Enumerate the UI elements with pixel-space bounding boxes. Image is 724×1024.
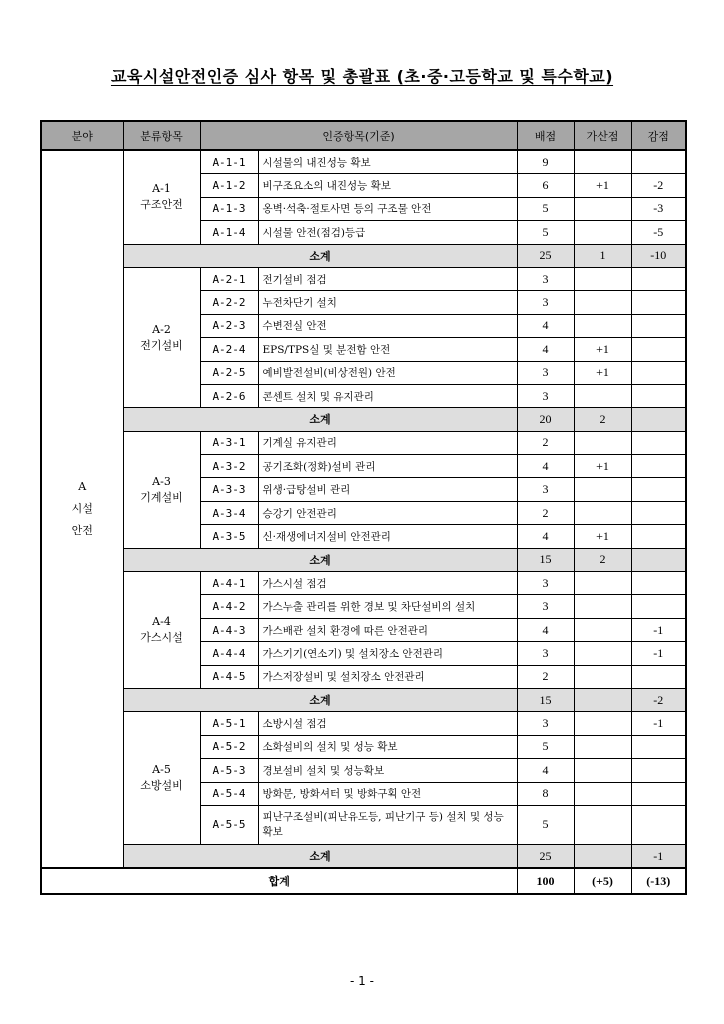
- category-name: 구조안전: [140, 198, 183, 212]
- item-deduction: [631, 665, 686, 688]
- subtotal-bonus: 1: [574, 244, 631, 267]
- total-score: 100: [517, 868, 574, 894]
- item-name: 소화설비의 설치 및 성능 확보: [258, 735, 517, 758]
- header-bonus: 가산점: [574, 121, 631, 150]
- item-score: 3: [517, 572, 574, 595]
- item-code: A-3-4: [200, 501, 258, 524]
- field-name1: 시설: [71, 502, 93, 516]
- subtotal-label: 소계: [123, 844, 517, 868]
- item-code: A-4-2: [200, 595, 258, 618]
- item-score: 3: [517, 267, 574, 290]
- item-deduction: [631, 735, 686, 758]
- item-code: A-2-5: [200, 361, 258, 384]
- item-bonus: +1: [574, 455, 631, 478]
- item-code: A-4-1: [200, 572, 258, 595]
- table-row: [41, 712, 686, 735]
- item-score: 3: [517, 384, 574, 407]
- item-code: A-4-5: [200, 665, 258, 688]
- header-field: 분야: [41, 121, 123, 150]
- item-name: 가스시설 점검: [258, 572, 517, 595]
- page-title: 교육시설안전인증 심사 항목 및 총괄표 (초·중·고등학교 및 특수학교): [110, 67, 614, 86]
- item-name: 기계실 유지관리: [258, 431, 517, 454]
- item-deduction: [631, 150, 686, 174]
- item-bonus: [574, 759, 631, 782]
- header-category: 분류항목: [123, 121, 200, 150]
- item-deduction: [631, 501, 686, 524]
- subtotal-label: 소계: [123, 688, 517, 711]
- item-name: 소방시설 점검: [258, 712, 517, 735]
- item-bonus: [574, 501, 631, 524]
- item-deduction: [631, 384, 686, 407]
- item-deduction: [631, 314, 686, 337]
- category-name: 전기설비: [140, 338, 183, 352]
- item-name: 가스기기(연소기) 및 설치장소 안전관리: [258, 642, 517, 665]
- item-deduction: [631, 572, 686, 595]
- item-bonus: [574, 642, 631, 665]
- subtotal-bonus: [574, 688, 631, 711]
- total-deduction: (-13): [631, 868, 686, 894]
- item-code: A-4-3: [200, 618, 258, 641]
- item-name: 전기설비 점검: [258, 267, 517, 290]
- item-deduction: [631, 478, 686, 501]
- item-bonus: [574, 314, 631, 337]
- subtotal-label: 소계: [123, 408, 517, 431]
- item-code: A-3-2: [200, 455, 258, 478]
- item-bonus: +1: [574, 338, 631, 361]
- category-cell: [123, 150, 200, 244]
- item-name: 옹벽·석축·절토사면 등의 구조물 안전: [258, 197, 517, 220]
- item-code: A-3-5: [200, 525, 258, 548]
- category-code: A-3: [152, 474, 171, 488]
- item-deduction: [631, 525, 686, 548]
- item-bonus: [574, 712, 631, 735]
- item-bonus: [574, 431, 631, 454]
- item-bonus: [574, 805, 631, 844]
- item-deduction: -3: [631, 197, 686, 220]
- subtotal-deduction: -2: [631, 688, 686, 711]
- item-name: 시설물 안전(점검)등급: [258, 221, 517, 244]
- item-score: 4: [517, 455, 574, 478]
- field-code: A: [78, 480, 87, 494]
- table-row: [41, 150, 686, 174]
- item-deduction: [631, 782, 686, 805]
- item-bonus: [574, 618, 631, 641]
- subtotal-row: [41, 844, 686, 868]
- item-name: 방화문, 방화셔터 및 방화구획 안전: [258, 782, 517, 805]
- item-code: A-2-4: [200, 338, 258, 361]
- table-row: [41, 572, 686, 595]
- table-header-row: [41, 121, 686, 150]
- item-name: 가스배관 설치 환경에 따른 안전관리: [258, 618, 517, 641]
- subtotal-deduction: [631, 548, 686, 571]
- item-code: A-5-3: [200, 759, 258, 782]
- item-bonus: +1: [574, 361, 631, 384]
- certification-summary-table: [40, 120, 687, 895]
- item-score: 4: [517, 338, 574, 361]
- item-code: A-2-3: [200, 314, 258, 337]
- item-deduction: -1: [631, 712, 686, 735]
- category-code: A-5: [152, 763, 171, 777]
- subtotal-score: 25: [517, 844, 574, 868]
- item-deduction: [631, 291, 686, 314]
- item-bonus: +1: [574, 525, 631, 548]
- subtotal-label: 소계: [123, 244, 517, 267]
- item-code: A-4-4: [200, 642, 258, 665]
- subtotal-score: 15: [517, 688, 574, 711]
- page-number: - 1 -: [350, 974, 374, 988]
- item-deduction: [631, 431, 686, 454]
- item-score: 4: [517, 759, 574, 782]
- category-code: A-1: [152, 182, 171, 196]
- item-bonus: [574, 291, 631, 314]
- item-name: 예비발전설비(비상전원) 안전: [258, 361, 517, 384]
- item-bonus: +1: [574, 174, 631, 197]
- item-score: 3: [517, 361, 574, 384]
- item-deduction: [631, 267, 686, 290]
- item-score: 5: [517, 197, 574, 220]
- item-name: 위생·급탕설비 관리: [258, 478, 517, 501]
- subtotal-row: [41, 408, 686, 431]
- subtotal-bonus: [574, 844, 631, 868]
- subtotal-label: 소계: [123, 548, 517, 571]
- item-score: 4: [517, 314, 574, 337]
- item-name: 누전차단기 설치: [258, 291, 517, 314]
- item-name: 피난구조설비(피난유도등, 피난기구 등) 설치 및 성능확보: [258, 805, 517, 844]
- item-name: 경보설비 설치 및 성능확보: [258, 759, 517, 782]
- table-row: [41, 431, 686, 454]
- item-score: 3: [517, 478, 574, 501]
- category-code: A-4: [152, 615, 171, 628]
- item-bonus: [574, 572, 631, 595]
- item-score: 4: [517, 525, 574, 548]
- item-bonus: [574, 665, 631, 688]
- item-deduction: [631, 805, 686, 844]
- subtotal-row: [41, 244, 686, 267]
- subtotal-row: [41, 688, 686, 711]
- item-score: 6: [517, 174, 574, 197]
- header-item: 인증항목(기준): [200, 121, 517, 150]
- item-name: 공기조화(정화)설비 관리: [258, 455, 517, 478]
- item-score: 2: [517, 501, 574, 524]
- item-code: A-1-3: [200, 197, 258, 220]
- subtotal-bonus: 2: [574, 548, 631, 571]
- item-code: A-5-2: [200, 735, 258, 758]
- item-bonus: [574, 150, 631, 174]
- item-score: 3: [517, 291, 574, 314]
- item-code: A-1-4: [200, 221, 258, 244]
- subtotal-deduction: -1: [631, 844, 686, 868]
- item-name: 콘센트 설치 및 유지관리: [258, 384, 517, 407]
- item-code: A-2-2: [200, 291, 258, 314]
- subtotal-score: 15: [517, 548, 574, 571]
- item-name: 수변전실 안전: [258, 314, 517, 337]
- subtotal-score: 25: [517, 244, 574, 267]
- item-deduction: -5: [631, 221, 686, 244]
- table-row: [41, 267, 686, 290]
- item-deduction: -2: [631, 174, 686, 197]
- item-score: 5: [517, 735, 574, 758]
- item-name: 가스누출 관리를 위한 경보 및 차단설비의 설치: [258, 595, 517, 618]
- category-code: A-2: [152, 322, 171, 336]
- item-name: 비구조요소의 내진성능 확보: [258, 174, 517, 197]
- item-score: 3: [517, 642, 574, 665]
- total-row: [41, 868, 686, 894]
- item-code: A-5-1: [200, 712, 258, 735]
- item-bonus: [574, 782, 631, 805]
- item-deduction: [631, 455, 686, 478]
- item-deduction: [631, 338, 686, 361]
- subtotal-row: [41, 548, 686, 571]
- category-cell: [123, 572, 200, 689]
- item-score: 5: [517, 805, 574, 844]
- item-name: 승강기 안전관리: [258, 501, 517, 524]
- item-score: 8: [517, 782, 574, 805]
- item-bonus: [574, 478, 631, 501]
- table-body: [41, 150, 686, 894]
- category-name: 기계설비: [140, 490, 183, 504]
- item-name: 시설물의 내진성능 확보: [258, 150, 517, 174]
- item-score: 2: [517, 431, 574, 454]
- item-deduction: [631, 759, 686, 782]
- header-deduction: 감점: [631, 121, 686, 150]
- item-code: A-2-1: [200, 267, 258, 290]
- item-deduction: [631, 361, 686, 384]
- item-bonus: [574, 595, 631, 618]
- subtotal-bonus: 2: [574, 408, 631, 431]
- item-score: 3: [517, 712, 574, 735]
- subtotal-deduction: -10: [631, 244, 686, 267]
- category-cell: [123, 267, 200, 407]
- item-deduction: [631, 595, 686, 618]
- item-code: A-3-3: [200, 478, 258, 501]
- category-name: 가스시설: [140, 631, 183, 644]
- field-name2: 안전: [71, 524, 93, 538]
- item-code: A-5-5: [200, 805, 258, 844]
- header-score: 배점: [517, 121, 574, 150]
- item-code: A-1-2: [200, 174, 258, 197]
- item-score: 4: [517, 618, 574, 641]
- item-score: 3: [517, 595, 574, 618]
- item-code: A-3-1: [200, 431, 258, 454]
- item-code: A-2-6: [200, 384, 258, 407]
- item-bonus: [574, 735, 631, 758]
- item-code: A-1-1: [200, 150, 258, 174]
- field-cell: [41, 150, 123, 868]
- subtotal-deduction: [631, 408, 686, 431]
- category-cell: [123, 712, 200, 845]
- item-name: 신·재생에너지설비 안전관리: [258, 525, 517, 548]
- total-bonus: (+5): [574, 868, 631, 894]
- item-bonus: [574, 384, 631, 407]
- item-deduction: -1: [631, 618, 686, 641]
- category-cell: [123, 431, 200, 548]
- item-code: A-5-4: [200, 782, 258, 805]
- category-name: 소방설비: [140, 779, 183, 793]
- item-name: 가스저장설비 및 설치장소 안전관리: [258, 665, 517, 688]
- item-bonus: [574, 197, 631, 220]
- item-score: 9: [517, 150, 574, 174]
- item-name: EPS/TPS실 및 분전함 안전: [258, 338, 517, 361]
- item-bonus: [574, 221, 631, 244]
- item-deduction: -1: [631, 642, 686, 665]
- total-label: 합계: [41, 868, 517, 894]
- subtotal-score: 20: [517, 408, 574, 431]
- item-score: 5: [517, 221, 574, 244]
- item-score: 2: [517, 665, 574, 688]
- item-bonus: [574, 267, 631, 290]
